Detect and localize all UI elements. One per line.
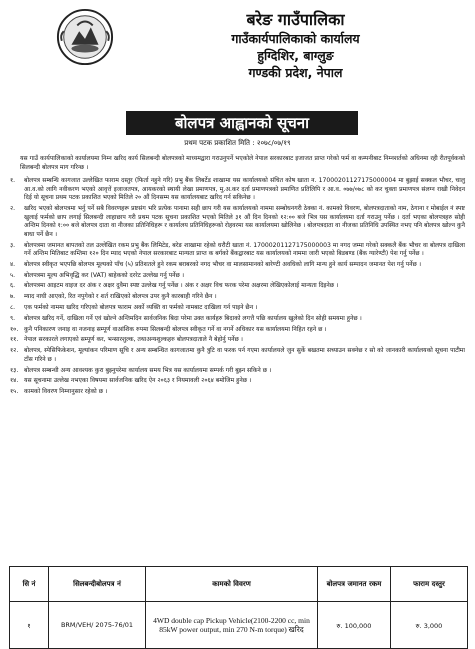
clause-item	[10, 293, 465, 302]
bid-table	[9, 566, 468, 649]
clause-text: बोलपत्रमा मूल्य अभिवृद्धि कर (VAT) बाहेकको दररेट उल्लेख गर्नु पर्नेछ ।	[24, 271, 185, 279]
clause-item	[10, 315, 465, 324]
col-header-form-fee: फाराम दस्तुर	[391, 567, 468, 602]
clause-number: ३.	[10, 241, 16, 249]
clause-text: बोलपत्रमा जमानत बापतको तल उल्लेखित रकम प्रभु बैंक लिमिटेड, बरेङ शाखामा रहेको धरौटी खाता नं. 17000201127175000003 मा नगद जम्मा गरेको सक्कलै बैंक भौचर वा बोलपत्र दाखिला गर्ने अन्तिम मितिबाट कम्तिमा १२० दिन म्याद भएको नेपाल सरकारबाट मान्यता प्राप्त क बर्गको बैंकद्वारबाट यस कार्यालयको नाममा जारी भएको बिडबण्ड (बैंक ग्यारेण्टी) पेश गर्नु पर्नेछ ।	[24, 241, 465, 258]
clause-number: ६.	[10, 282, 16, 290]
clause-number: ७.	[10, 293, 16, 301]
clause-text: म्याद नाघी आएको, रित नपुगेको र शर्त राखिएको बोलपत्र उपर कुनै कारबाही गरिने छैन ।	[24, 293, 217, 301]
nepal-government-emblem-icon	[56, 8, 114, 66]
clause-item	[10, 388, 465, 397]
clause-item	[10, 282, 465, 291]
cell-form-fee: रु. 3,000	[391, 602, 468, 649]
clause-text: बोलपत्र खरिद गर्ने, दाखिला गर्ने एवं खोल्ने अन्तिमदिन सार्वजनिक बिदा परेमा उक्त कार्यहरु बिदाको लगत्तै पछि कार्यालय खुलेको दिन सोही समयमा हुनेछ ।	[24, 314, 362, 322]
table-header-row	[10, 567, 468, 602]
clause-item	[10, 304, 465, 313]
clause-number: ९.	[10, 314, 16, 322]
clause-text: बोलपत्र स्वीकृत भएपछि बोलपत्र मूल्यको पाँच (५) प्रतिशतले हुने रकम बराबरको नगद भौचर वा मालसामानको बारेण्टी अवधिको लागि मान्य हुने कार्य सम्पादन जमानत पेश गर्नु पर्नेछ ।	[24, 260, 422, 268]
cell-bid-security: रु. 100,000	[318, 602, 391, 649]
col-header-description: कामको विवरण	[146, 567, 318, 602]
clause-item	[10, 326, 465, 335]
col-header-bid-security: बोलपत्र जमानत रकम	[318, 567, 391, 602]
municipality-name: बरेङ गाउँपालिका	[246, 10, 345, 29]
notice-intro: यस गाउँ कार्यपालिकाको कार्यालयमा निम्न खरिद कार्य सिलबन्दी बोलपत्रको माध्यमद्वारा गराउनुपर्ने भएकोले नेपाल सरकारबाट इजाजत प्राप्त गरेको फर्म वा कम्पनीबाट निम्नशर्तको अधिनमा रही रीतपूर्वकको सिलबन्दी बोलपत्र माग गरिन्छ ।	[20, 155, 465, 171]
clause-item	[10, 261, 465, 270]
clause-text: बोलपत्र सम्बन्धि कागजात उल्लेखित फाराम दस्तुर (फिर्ता नहुने गरि) प्रभु बैंक लिबर्टेड शाखामा यस कार्यालयको संचित कोष खाता न. 17000201127175000004 मा बुझाई सक्कल भौचर, चालु आ.व.को लागि नवीकरण भएको आवृत्तें इजाजतपत्र, आयकरको स्थायी लेखा प्रमाणपत्र, मु.अ.कर दर्ता प्रमाणपत्रको प्रमाणित प्रतिलिपि र आ.व. ०७७/०७८ को कर चुक्ता प्रमाणपत्र संलग्न राखी निवेदन दिई यो सूचना प्रथम पटक प्रकाशित भएको मितिले २० औं दिनसम्म यस कार्यालयबाट खरिद गर्न सकिनेछ ।	[24, 177, 465, 202]
clause-item	[10, 367, 465, 376]
clause-item	[10, 205, 465, 239]
clause-number: ५.	[10, 271, 16, 279]
cell-bid-no: BRM/VEH/ 2075-76/01	[49, 602, 146, 649]
cell-sn: १	[10, 602, 49, 649]
clause-item	[10, 377, 465, 386]
clause-number: १३.	[10, 366, 19, 374]
clause-item	[10, 347, 465, 364]
publish-date: प्रथम पटक प्रकाशित मिति : २०७८/०७/१९	[184, 139, 291, 147]
clause-item	[10, 177, 465, 203]
clause-item	[10, 272, 465, 281]
clause-number: १.	[10, 177, 16, 184]
clause-text: नेपाल सरकारले लगाएको सम्पूर्ण कर, भन्सारशुल्क, तथाअन्यशुल्कहरु बोलपत्रदाताले नै बेहोर्नु पर्नेछ ।	[24, 336, 243, 344]
cell-description: 4WD double cap Pickup Vehicle(2100-2200 cc, min 85kW power output, min 270 N-m torque) खरिद	[146, 602, 318, 649]
clause-number: ११.	[10, 336, 19, 344]
clause-number: ८.	[10, 304, 16, 312]
table-row	[10, 602, 468, 649]
clause-number: १५.	[10, 388, 19, 396]
clause-number: २.	[10, 204, 16, 212]
clause-number: १४.	[10, 377, 19, 385]
clause-text: कुनै पनिकारण जनाइ वा नजनाइ सम्पूर्ण वाआंशिक रुपमा सिलबन्दी बोलपत्र स्वीकृत गर्ने वा नगर्ने अधिकार यस कार्यालयमा निहित रहने छ ।	[24, 325, 327, 333]
clause-text: कामको विवरण निम्नानुसार रहेको छ ।	[24, 388, 108, 396]
clause-number: १२.	[10, 347, 19, 355]
clause-item	[10, 242, 465, 259]
clause-text: खरिद भएको बोलपत्रमा भर्नु पर्ने सबै विवरणहरू प्रष्टसंग भरि प्रत्येक पानामा सही छाप गरी यस कार्यालयको नाममा सम्बोधनगरी ठेक्का नं. कामको विवरण, बोलपत्रदाताको नाम, ठेगाना र मोबाईल नं स्पष्ट खुलाई फर्मको छाप लगाई सिलबन्दी लाहाछाप गरी प्रथम पटक सूचना प्रकाशित भएको मितिले ३१ औं दिन दिनको १२:०० बजे भित्र यस कार्यालयमा दर्ता गराउनु पर्नेछ । दर्ता भएका बोलपत्रहरु सोही अन्तिम दिनको १:०० बजे बोलपत्र दाता वा नीजका प्रतिनिधिहरू र कार्यालय प्रतिनिधिहरूको रोहवरमा यस कार्यालयमा खोलिनेछ । बोलपत्रदाता वा नीजका प्रतिनिधि उपस्थित नभए पनि बोलपत्र खोल्न कुनै बाधा पर्ने छैन ।	[24, 204, 465, 238]
notice-title: बोलपत्र आह्वानको सूचना	[126, 111, 358, 135]
clause-text: बोलपत्र, स्पेसिफिकेशन, मूल्यांकन परिमाण सूचि र अन्य सम्बन्धित कागजातमा कुनै त्रुटि वा फरक पर्न गएमा कार्यालयले जुन सुर्के बखतमा सच्याउन सक्नेछ र सो को जानकारी कार्यालयको सूचना पाटीमा टाँस गरिने छ ।	[24, 347, 465, 363]
clause-number: ४.	[10, 260, 16, 268]
col-header-bid-no: सिलबन्दीबोलपत्र नं	[49, 567, 146, 602]
office-name: गाउँकार्यपालिकाको कार्यालय	[231, 31, 360, 46]
clause-item	[10, 336, 465, 345]
letterhead	[120, 10, 471, 81]
clause-number: १०.	[10, 325, 19, 333]
col-header-sn: सि नं	[10, 567, 49, 602]
clause-text: यस सूचनामा उल्लेख नभएका विषयमा सार्वजनिक खरिद ऐन २०६३ र नियमावली २०६४ बमोजिम हुनेछ ।	[24, 377, 252, 385]
province-name: गण्डकी प्रदेश, नेपाल	[248, 65, 343, 80]
clause-text: एक फर्मको नाममा खरिद गरिएको बोलपत्र फाराम अर्को व्यक्ति वा फर्मको नामबाट दाखिला गर्न पाइने छैन ।	[24, 304, 258, 312]
office-address: हुग्दिशिर, बाग्लुङ	[257, 48, 334, 63]
clause-text: बोलपत्रमा आइटम वाइज दर अंक र अक्षर दुवैमा स्पष्ट उल्लेख गर्नु पर्नेछ । अंक र अक्षर विच फरक परेमा अक्षरमा लेखिएकोलाई मान्यता दिइनेछ ।	[24, 282, 339, 290]
clause-text: बोलपत्र सम्बन्धी अन्य आवश्यक कुरा बुझ्नुपरेमा कार्यालय समय भित्र यस कार्यालयमा सम्पर्क गरी बुझ्न सकिने छ ।	[24, 366, 272, 374]
clause-list	[10, 177, 465, 399]
